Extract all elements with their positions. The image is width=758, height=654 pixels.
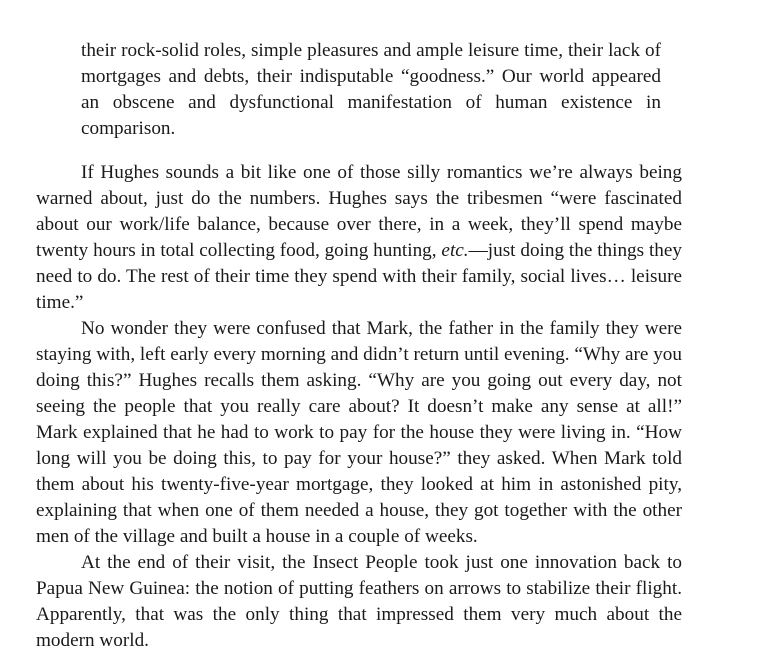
paragraph-insect-people: At the end of their visit, the Insect People took just one innovation back to Papua New Guinea: the notion of putting feathers on arrows to stabilize their flight. Apparently, that was the only thing that impressed them very much about the modern world. [36, 552, 682, 651]
paragraph-hughes-numbers [36, 160, 682, 316]
paragraph-mark-mortgage: No wonder they were confused that Mark, the father in the family they were staying with, left early every morning and didn’t return until evening. “Why are you doing this?” Hughes recalls them asking. “Why are you going out every day, not seeing the people that you really care about? It doesn’t make any sense at all!” Mark explained that he had to work to pay for the house they were living in. “How long will you be doing this, to pay for your house?” they asked. When Mark told them about his twenty-five-year mortgage, they looked at him in astonished pity, explaining that when one of them needed a house, they got together with the other men of the village and built a house in a couple of weeks. [36, 318, 682, 547]
book-page [36, 38, 682, 654]
paragraph-text: —just doing the things they need to do. The rest of their time they spend with their family, social lives… leisure time.” [36, 240, 682, 313]
italic-etc: etc. [441, 240, 469, 261]
indented-quote-block: their rock-solid roles, simple pleasures and ample leisure time, their lack of mortgages and debts, their indisputable “goodness.” Our world appeared an obscene and dysfunctional manifestation of human existence in comparison. [81, 40, 661, 139]
paragraph-text: If Hughes sounds a bit like one of those silly romantics we’re always being warned about, just do the numbers. Hughes says the tribesmen “were fascinated about our work/life balance, because over there, in a week, they’ll spend maybe twenty hours in total collecting food, going hunting, [36, 162, 682, 261]
